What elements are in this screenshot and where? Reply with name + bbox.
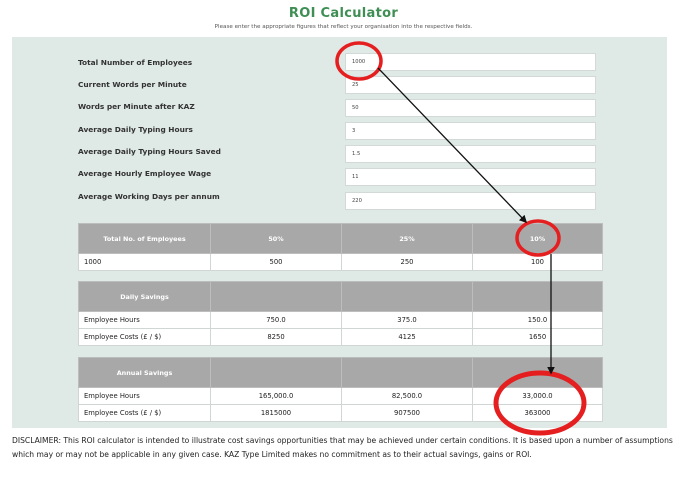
table-cell: 33,000.0 (473, 388, 603, 405)
table-header: 50% (211, 224, 342, 254)
table-header (342, 358, 473, 388)
table-row (79, 312, 603, 329)
table-header (211, 358, 342, 388)
daily-typing-hours-input[interactable]: 3 (345, 122, 596, 140)
annual-savings-header-row (79, 358, 603, 388)
field-label-total-employees: Total Number of Employees (78, 58, 193, 67)
table-cell: 150.0 (473, 312, 603, 329)
table-header: 10% (473, 224, 603, 254)
current-wpm-input[interactable]: 25 (345, 76, 596, 94)
table-header (211, 282, 342, 312)
table-header: Daily Savings (79, 282, 211, 312)
working-days-input[interactable]: 220 (345, 192, 596, 210)
table-cell: 750.0 (211, 312, 342, 329)
field-label-wpm-after-kaz: Words per Minute after KAZ (78, 102, 195, 111)
disclaimer-text: DISCLAIMER: This ROI calculator is intended to illustrate cost savings opportunities that may be achieved under certain conditions. It is based upon a number of assumptions which may or may not be applicable in any given case. KAZ Type Limited makes no commitment as to their actual savings, gains or ROI. (12, 436, 673, 459)
table-cell: Employee Costs (£ / $) (79, 329, 211, 346)
page-title: ROI Calculator (288, 6, 399, 21)
total-employees-input[interactable]: 1000 (345, 53, 596, 71)
table-cell: 1650 (473, 329, 603, 346)
table-header: Annual Savings (79, 358, 211, 388)
field-label-daily-hours-saved: Average Daily Typing Hours Saved (78, 147, 221, 156)
table-cell: 500 (211, 254, 342, 271)
table-row (79, 388, 603, 405)
table-row (79, 329, 603, 346)
table-cell: 1815000 (211, 405, 342, 422)
table-row (79, 405, 603, 422)
table-cell: 165,000.0 (211, 388, 342, 405)
table-cell: 250 (342, 254, 473, 271)
table-cell: Employee Costs (£ / $) (79, 405, 211, 422)
field-label-current-wpm: Current Words per Minute (78, 80, 187, 89)
table-row (79, 254, 603, 271)
table-cell: Employee Hours (79, 388, 211, 405)
field-label-daily-typing-hours: Average Daily Typing Hours (78, 125, 193, 134)
employees-table-header-row (79, 224, 603, 254)
daily-savings-table (78, 281, 603, 346)
table-header (473, 282, 603, 312)
annual-savings-table (78, 357, 603, 422)
table-header (342, 282, 473, 312)
table-cell: 82,500.0 (342, 388, 473, 405)
table-header (473, 358, 603, 388)
table-cell: 1000 (79, 254, 211, 271)
page-subtitle: Please enter the appropriate figures that reflect your organisation into the respective fields. (214, 24, 473, 30)
hourly-wage-input[interactable]: 11 (345, 168, 596, 186)
table-cell: 907500 (342, 405, 473, 422)
table-cell: 375.0 (342, 312, 473, 329)
field-label-hourly-wage: Average Hourly Employee Wage (78, 169, 212, 178)
wpm-after-kaz-input[interactable]: 50 (345, 99, 596, 117)
field-label-working-days: Average Working Days per annum (78, 192, 220, 201)
table-cell: 363000 (473, 405, 603, 422)
employees-table (78, 223, 603, 271)
table-cell: 100 (473, 254, 603, 271)
table-cell: Employee Hours (79, 312, 211, 329)
table-header: Total No. of Employees (79, 224, 211, 254)
daily-hours-saved-input[interactable]: 1.5 (345, 145, 596, 163)
table-header: 25% (342, 224, 473, 254)
table-cell: 8250 (211, 329, 342, 346)
daily-savings-header-row (79, 282, 603, 312)
table-cell: 4125 (342, 329, 473, 346)
